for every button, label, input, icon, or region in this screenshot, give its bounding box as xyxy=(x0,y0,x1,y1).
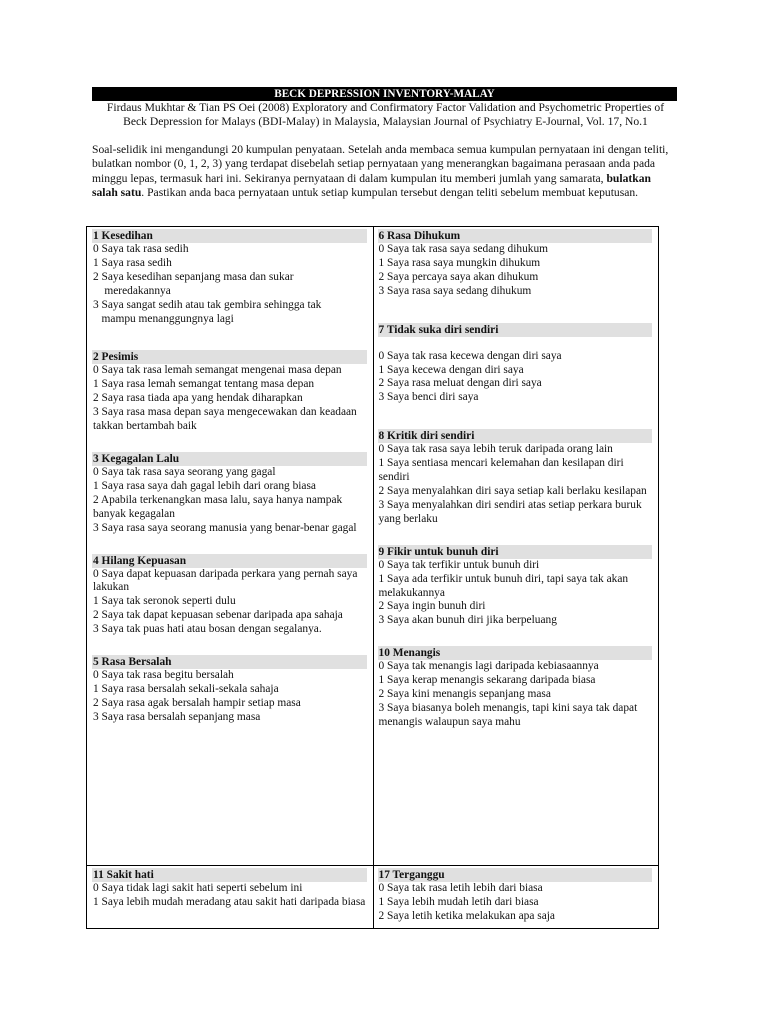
section-heading: 11 Sakit hati xyxy=(92,868,367,882)
instructions-text-part2: . Pastikan anda baca pernyataan untuk setiap kumpulan tersebut dengan teliti sebelum membuat keputusan. xyxy=(141,185,639,199)
section-heading: 1 Kesedihan xyxy=(92,229,367,243)
option-item[interactable]: 3 Saya tak puas hati atau bosan dengan segalanya. xyxy=(93,623,322,636)
section-heading: 6 Rasa Dihukum xyxy=(378,229,653,243)
option-item[interactable]: 2 Saya menyalahkan diri saya setiap kali berlaku kesilapan xyxy=(378,484,647,497)
option-item[interactable]: 0 Saya tak rasa sedih xyxy=(93,243,189,255)
bottom-left-cell xyxy=(87,865,374,928)
option-item[interactable]: 1 Saya ada terfikir untuk bunuh diri, tapi saya tak akan melakukannya xyxy=(378,572,629,599)
option-item[interactable]: 3 Saya sangat sedih atau tak gembira sehingga tak mampu menanggungnya lagi xyxy=(93,298,322,325)
right-column-cell xyxy=(373,227,659,866)
section-heading: 3 Kegagalan Lalu xyxy=(92,452,367,466)
document-title: BECK DEPRESSION INVENTORY-MALAY xyxy=(92,87,677,101)
section-heading: 7 Tidak suka diri sendiri xyxy=(378,323,653,337)
option-item[interactable]: 2 Saya kini menangis sepanjang masa xyxy=(378,688,551,701)
section-hilang-kepuasan xyxy=(92,554,367,638)
option-item[interactable]: 3 Saya rasa bersalah sepanjang masa xyxy=(93,710,261,723)
section-heading: 2 Pesimis xyxy=(92,350,367,364)
option-item[interactable]: 2 Apabila terkenangkan masa lalu, saya hanya nampak banyak kegagalan xyxy=(93,493,343,520)
option-item[interactable]: 2 Saya percaya saya akan dihukum xyxy=(378,270,539,283)
option-item[interactable]: 2 Saya rasa tiada apa yang hendak diharapkan xyxy=(93,392,303,405)
option-item[interactable]: 3 Saya biasanya boleh menangis, tapi kini saya tak dapat menangis walaupun saya mahu xyxy=(378,701,638,728)
option-item[interactable]: 1 Saya tak seronok seperti dulu xyxy=(93,595,236,608)
section-sakit-hati xyxy=(92,868,367,910)
option-item[interactable]: 2 Saya rasa meluat dengan diri saya xyxy=(378,377,542,390)
option-item[interactable]: 3 Saya rasa saya sedang dihukum xyxy=(378,284,532,297)
section-heading: 17 Terganggu xyxy=(378,868,653,882)
option-item[interactable]: 0 Saya tak rasa kecewa dengan diri saya xyxy=(378,349,562,362)
option-item[interactable]: 0 Saya tak terfikir untuk bunuh diri xyxy=(378,558,540,571)
option-item[interactable]: 3 Saya akan bunuh diri jika berpeluang xyxy=(378,614,557,627)
section-fikir-bunuh-diri xyxy=(378,545,653,629)
section-menangis xyxy=(378,646,653,730)
inventory-table xyxy=(86,226,659,929)
option-item[interactable]: 3 Saya rasa masa depan saya mengecewakan dan keadaan takkan bertambah baik xyxy=(93,406,357,433)
option-item[interactable]: 0 Saya dapat kepuasan daripada perkara yang pernah saya lakukan xyxy=(93,567,358,594)
option-item[interactable]: 1 Saya rasa saya mungkin dihukum xyxy=(378,256,541,269)
option-item[interactable]: 3 Saya rasa saya seorang manusia yang benar-benar gagal xyxy=(93,521,357,534)
option-item[interactable]: 0 Saya tak rasa begitu bersalah xyxy=(93,669,234,682)
option-item[interactable]: 2 Saya kesedihan sepanjang masa dan sukar meredakannya xyxy=(93,270,294,297)
option-item[interactable]: 0 Saya tak rasa saya sedang dihukum xyxy=(378,243,549,255)
option-item[interactable]: 1 Saya kecewa dengan diri saya xyxy=(378,363,524,376)
option-item[interactable]: 1 Saya lebih mudah letih dari biasa xyxy=(378,895,539,908)
option-item[interactable]: 1 Saya rasa saya dah gagal lebih dari orang biasa xyxy=(93,479,316,492)
section-kesedihan xyxy=(92,229,367,326)
option-item[interactable]: 0 Saya tidak lagi sakit hati seperti sebelum ini xyxy=(93,881,303,894)
option-item[interactable]: 1 Saya kerap menangis sekarang daripada biasa xyxy=(378,674,596,687)
option-item[interactable]: 0 Saya tak rasa saya lebih teruk daripada orang lain xyxy=(378,443,613,456)
option-item[interactable]: 0 Saya tak menangis lagi daripada kebiasaannya xyxy=(378,660,599,673)
section-terganggu xyxy=(378,868,653,924)
left-column-cell xyxy=(87,227,374,866)
option-item[interactable]: 3 Saya benci diri saya xyxy=(378,391,479,404)
section-rasa-bersalah xyxy=(92,655,367,725)
option-item[interactable]: 2 Saya ingin bunuh diri xyxy=(378,600,486,613)
section-pesimis xyxy=(92,350,367,434)
section-heading: 9 Fikir untuk bunuh diri xyxy=(378,545,653,559)
option-item[interactable]: 1 Saya rasa sedih xyxy=(93,256,172,269)
option-item[interactable]: 1 Saya rasa bersalah sekali-sekala sahaja xyxy=(93,682,279,695)
option-item[interactable]: 3 Saya menyalahkan diri sendiri atas setiap perkara buruk yang berlaku xyxy=(378,498,642,525)
option-item[interactable]: 1 Saya sentiasa mencari kelemahan dan kesilapan diri sendiri xyxy=(378,457,624,484)
section-heading: 5 Rasa Bersalah xyxy=(92,655,367,669)
option-item[interactable]: 0 Saya tak rasa saya seorang yang gagal xyxy=(93,465,276,478)
option-item[interactable]: 0 Saya tak rasa lemah semangat mengenai masa depan xyxy=(93,364,342,377)
instructions-bold-phrase: bulatkan salah satu xyxy=(92,171,651,199)
section-heading: 4 Hilang Kepuasan xyxy=(92,554,367,568)
option-item[interactable]: 1 Saya lebih mudah meradang atau sakit hati daripada biasa xyxy=(93,895,366,908)
option-item[interactable]: 2 Saya tak dapat kepuasan sebenar daripada apa sahaja xyxy=(93,609,343,622)
section-tidak-suka-diri xyxy=(378,323,653,406)
bottom-right-cell xyxy=(373,865,659,928)
option-item[interactable]: 2 Saya rasa agak bersalah hampir setiap masa xyxy=(93,696,301,709)
instructions-paragraph xyxy=(92,143,678,200)
option-item[interactable]: 0 Saya tak rasa letih lebih dari biasa xyxy=(378,881,543,894)
option-item[interactable]: 2 Saya letih ketika melakukan apa saja xyxy=(378,909,555,922)
section-heading: 8 Kritik diri sendiri xyxy=(378,429,653,443)
section-heading: 10 Menangis xyxy=(378,646,653,660)
section-kegagalan-lalu xyxy=(92,452,367,536)
section-kritik-diri xyxy=(378,429,653,526)
option-item[interactable]: 1 Saya rasa lemah semangat tentang masa depan xyxy=(93,378,315,391)
citation: Firdaus Mukhtar & Tian PS Oei (2008) Exploratory and Confirmatory Factor Validation and Psychometric Properties of Beck Depression for Malays (BDI-Malay) in Malaysia, Malaysian Journal of Psychiatry E-Journal, Vol. 17, No.1 xyxy=(106,101,665,129)
section-rasa-dihukum xyxy=(378,229,653,299)
instructions-text-part1: Soal-selidik ini mengandungi 20 kumpulan penyataan. Setelah anda membaca semua kumpulan pernyataan ini dengan teliti, bulatkan nombor (0, 1, 2, 3) yang terdapat disebelah setiap pernyataan yang menerangkan bagaimana perasaan anda pada minggu lepas, termasuk hari ini. Sekiranya pernyataan di dalam kumpulan itu memberi jumlah yang samarata, xyxy=(92,143,669,185)
